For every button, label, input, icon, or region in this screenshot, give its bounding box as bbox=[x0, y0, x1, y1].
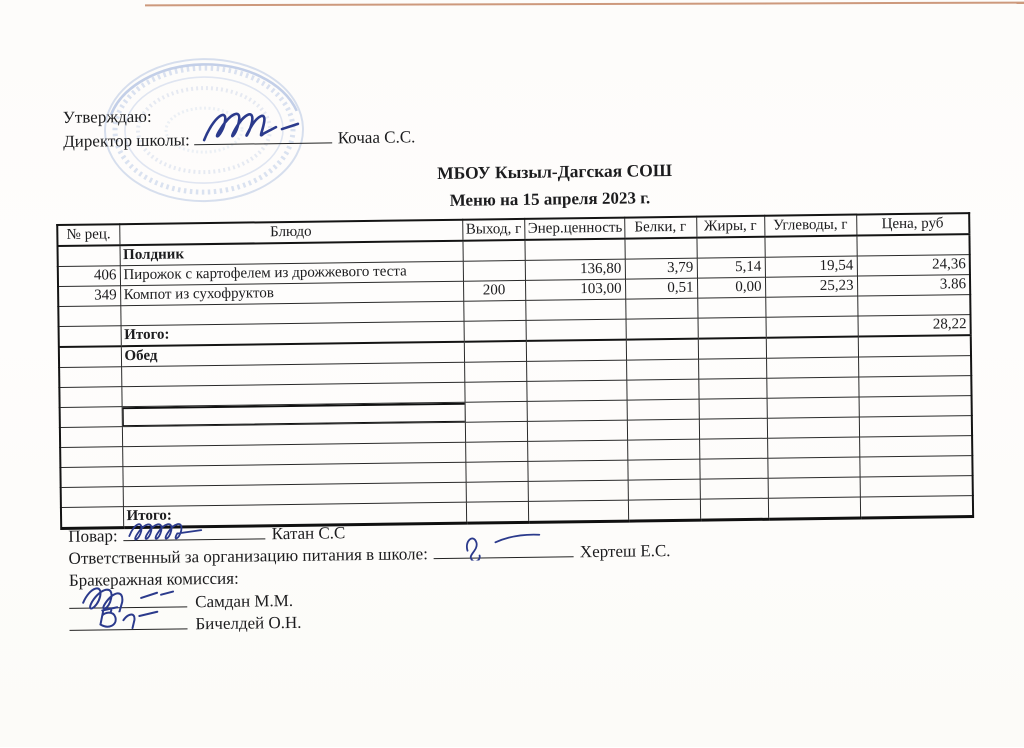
table-cell bbox=[768, 477, 860, 498]
table-cell: 19,54 bbox=[765, 256, 857, 277]
table-cell: 25,23 bbox=[765, 276, 857, 297]
table-cell: 3.86 bbox=[857, 275, 970, 296]
table-cell bbox=[764, 236, 856, 258]
cook-signature-line bbox=[124, 538, 266, 541]
table-cell bbox=[858, 376, 971, 397]
responsible-signature-line bbox=[434, 556, 574, 559]
table-cell: 406 bbox=[58, 266, 120, 287]
table-cell bbox=[700, 478, 768, 499]
table-cell bbox=[766, 337, 858, 359]
table-cell bbox=[466, 501, 528, 523]
table-cell bbox=[765, 296, 857, 317]
table-cell bbox=[59, 346, 121, 367]
table-cell: Обед bbox=[121, 342, 464, 367]
table-cell bbox=[767, 457, 859, 478]
table-cell bbox=[698, 317, 766, 338]
table-cell: Пирожок с картофелем из дрожжевого теста bbox=[120, 261, 463, 285]
table-cell bbox=[627, 399, 699, 420]
member2-signature-line bbox=[70, 628, 188, 631]
table-cell bbox=[464, 341, 526, 362]
table-cell bbox=[856, 234, 969, 256]
menu-title: Меню на 15 апреля 2023 г. bbox=[449, 188, 651, 210]
table-cell: 200 bbox=[463, 280, 525, 301]
table-cell: 3,79 bbox=[625, 258, 697, 279]
column-header: Энер.ценность bbox=[524, 218, 624, 240]
column-header: Белки, г bbox=[624, 217, 696, 239]
table-cell: Итого: bbox=[121, 321, 464, 346]
table-cell bbox=[699, 458, 767, 479]
member2-name: Бичелдей О.Н. bbox=[195, 612, 302, 634]
table-cell bbox=[465, 421, 527, 442]
table-cell bbox=[60, 427, 122, 448]
cook-name: Катан С.С bbox=[271, 523, 346, 544]
commission-label: Бракеражная комиссия: bbox=[68, 568, 239, 590]
table-cell bbox=[60, 407, 122, 428]
table-cell: 5,14 bbox=[697, 257, 765, 278]
approval-label: Утверждаю: bbox=[62, 106, 152, 127]
member1-name: Самдан М.М. bbox=[195, 590, 294, 612]
table-cell bbox=[528, 500, 628, 522]
table-cell bbox=[696, 237, 764, 258]
table-cell bbox=[698, 358, 766, 379]
table-cell: 28,22 bbox=[857, 315, 970, 337]
table-cell: 24,36 bbox=[857, 255, 970, 276]
commission-member-line bbox=[69, 591, 293, 614]
table-cell bbox=[859, 456, 972, 477]
table-cell bbox=[857, 295, 970, 316]
table-cell bbox=[858, 335, 971, 357]
column-header: Цена, руб bbox=[856, 213, 969, 235]
table-cell bbox=[60, 447, 122, 468]
menu-table bbox=[56, 212, 974, 530]
table-cell bbox=[59, 326, 121, 347]
table-cell: 136,80 bbox=[525, 259, 625, 280]
table-cell bbox=[699, 398, 767, 419]
table-cell bbox=[698, 378, 766, 399]
table-cell bbox=[526, 360, 626, 381]
column-header: Углеводы, г bbox=[764, 215, 856, 237]
table-cell bbox=[860, 476, 973, 497]
table-cell bbox=[699, 418, 767, 439]
table-cell bbox=[527, 400, 627, 421]
table-cell bbox=[58, 306, 120, 327]
table-cell bbox=[624, 238, 696, 259]
table-cell bbox=[628, 479, 700, 500]
table-cell bbox=[465, 441, 527, 462]
column-header: Выход, г bbox=[462, 219, 524, 241]
responsible-label: Ответственный за организацию питания в школе: bbox=[68, 544, 428, 568]
table-cell bbox=[626, 359, 698, 380]
table-cell: Итого: bbox=[123, 502, 466, 527]
table-cell bbox=[61, 487, 123, 508]
table-cell bbox=[626, 379, 698, 400]
table-cell bbox=[60, 467, 122, 488]
table-cell bbox=[768, 497, 860, 519]
table-cell bbox=[526, 340, 626, 362]
table-cell bbox=[626, 318, 698, 339]
table-cell bbox=[766, 377, 858, 398]
commission-label-line bbox=[69, 569, 239, 591]
table-cell bbox=[526, 319, 626, 341]
table-cell bbox=[465, 461, 527, 482]
table-cell bbox=[627, 419, 699, 440]
table-cell bbox=[767, 437, 859, 458]
table-cell bbox=[462, 240, 524, 261]
table-cell bbox=[464, 361, 526, 382]
table-cell bbox=[527, 460, 627, 481]
table-cell bbox=[860, 496, 973, 518]
table-cell bbox=[625, 298, 697, 319]
table-cell bbox=[700, 498, 768, 520]
table-cell bbox=[697, 297, 765, 318]
table-cell bbox=[525, 299, 625, 320]
table-cell: 349 bbox=[58, 286, 120, 307]
table-cell bbox=[466, 481, 528, 502]
table-cell bbox=[463, 260, 525, 281]
table-cell bbox=[627, 439, 699, 460]
table-cell: 0,51 bbox=[625, 278, 697, 299]
table-cell bbox=[766, 316, 858, 338]
commission-member-line bbox=[69, 613, 301, 636]
table-cell bbox=[766, 357, 858, 378]
table-cell bbox=[859, 416, 972, 437]
approval-block bbox=[63, 101, 416, 154]
member1-signature-line bbox=[69, 606, 187, 609]
table-cell: 0,00 bbox=[697, 277, 765, 298]
table-cell bbox=[528, 480, 628, 501]
table-cell bbox=[859, 436, 972, 457]
table-cell bbox=[767, 417, 859, 438]
column-header: Блюдо bbox=[119, 220, 462, 245]
table-cell bbox=[526, 380, 626, 401]
table-cell bbox=[58, 245, 120, 266]
director-line bbox=[63, 125, 416, 154]
table-cell bbox=[859, 396, 972, 417]
table-cell bbox=[699, 438, 767, 459]
table-cell bbox=[858, 356, 971, 377]
table-cell bbox=[464, 381, 526, 402]
table-cell bbox=[59, 367, 121, 388]
director-signature-line bbox=[194, 142, 332, 145]
table-cell bbox=[698, 338, 766, 359]
responsible-name: Хертеш Е.С. bbox=[579, 541, 671, 562]
table-cell: Компот из сухофруктов bbox=[120, 281, 463, 305]
cook-line bbox=[68, 523, 345, 547]
column-header: Жиры, г bbox=[696, 216, 764, 238]
table-cell bbox=[464, 320, 526, 341]
table-cell bbox=[527, 420, 627, 441]
responsible-signature bbox=[452, 529, 562, 560]
column-header: № рец. bbox=[57, 224, 119, 246]
table-cell bbox=[627, 459, 699, 480]
table-cell: 103,00 bbox=[525, 279, 625, 300]
table-cell: Полдник bbox=[120, 241, 463, 266]
cook-label: Повар: bbox=[68, 526, 118, 546]
table-cell bbox=[527, 440, 627, 461]
menu-table-body bbox=[58, 234, 974, 528]
table-cell bbox=[524, 239, 624, 261]
table-cell bbox=[61, 507, 123, 529]
table-cell bbox=[463, 300, 525, 321]
table-cell bbox=[59, 387, 121, 408]
table-cell bbox=[628, 499, 700, 521]
table-cell bbox=[767, 397, 859, 418]
school-title: МБОУ Кызыл-Дагская СОШ bbox=[437, 159, 673, 184]
director-name: Кочаа С.С. bbox=[337, 127, 416, 148]
director-label: Директор школы: bbox=[63, 130, 190, 151]
table-cell bbox=[626, 339, 698, 360]
table-cell bbox=[465, 401, 527, 422]
